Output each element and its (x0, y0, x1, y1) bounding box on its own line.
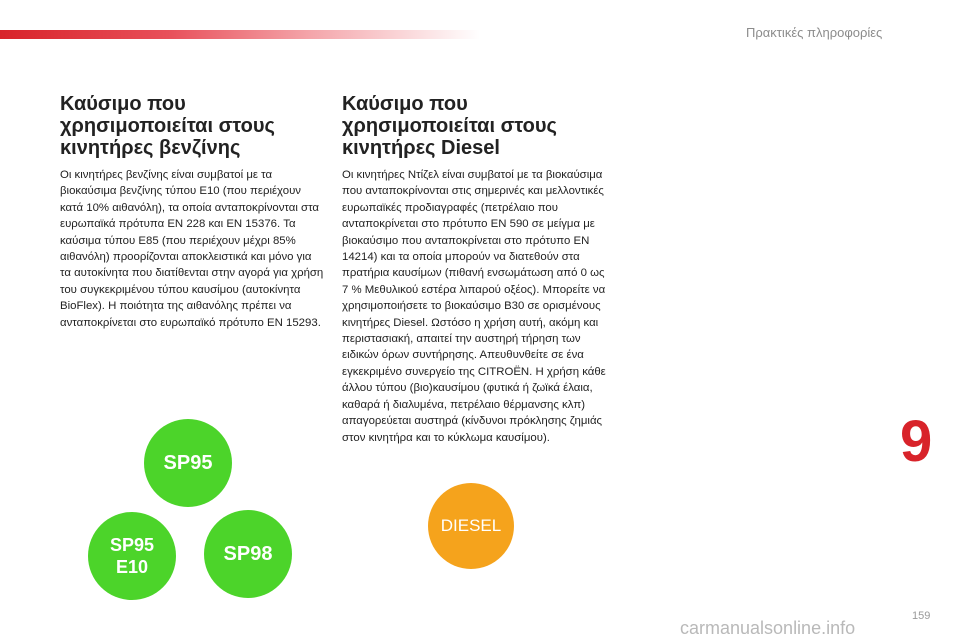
sp95-e10-text-line1: SP95 (109, 535, 155, 555)
page-number: 159 (912, 610, 931, 622)
diesel-column (342, 93, 612, 446)
sp95-e10-text-line2: E10 (115, 557, 149, 577)
header-accent-bar (0, 30, 480, 39)
sp98-fuel-label (204, 510, 292, 598)
chapter-number: 9 (900, 409, 933, 474)
sp98-text: SP98 (223, 542, 273, 565)
petrol-column (60, 93, 325, 331)
petrol-body: Οι κινητήρες βενζίνης είναι συμβατοί με τα βιοκαύσιμα βενζίνης τύπου E10 (που περιέχουν κατά 10% αιθανόλη), τα οποία ανταποκρίνονται στα ευρωπαϊκά πρότυπα EN 228 και EN 15376. Τα καύσιμα τύπου E85 (που περιέχουν μέχρι 85% αιθανόλη) προορίζονται αποκλειστικά και μόνο για τα αυτοκίνητα που διατίθενται στην αγορά για χρήση του συγκεκριμένου τύπου καυσίμου (αυτοκίνητα BioFlex). Η ποιότητα της αιθανόλης πρέπει να ανταποκρίνεται στο ευρωπαϊκό πρότυπο EN 15293. (60, 169, 324, 329)
sp95-e10-fuel-label (88, 512, 176, 600)
sp95-text: SP95 (163, 451, 213, 474)
petrol-heading: Καύσιμο που χρησιμοποιείται στους κινητήρες βενζίνης (60, 93, 275, 159)
diesel-fuel-label (428, 483, 514, 569)
section-title: Πρακτικές πληροφορίες (746, 25, 883, 40)
sp95-fuel-label (144, 419, 232, 507)
diesel-text: DIESEL (440, 516, 502, 535)
watermark: carmanualsonline.info (680, 618, 856, 638)
diesel-body: Οι κινητήρες Ντίζελ είναι συμβατοί με τα βιοκαύσιμα που ανταποκρίνονται στις σημερινές και μελλοντικές ευρωπαϊκές προδιαγραφές (πετρέλαιο που ανταποκρίνεται στο πρότυπο EN 590 σε μείγμα με βιοκαύσιμο που ανταποκρίνεται στο πρότυπο EN 14214) και τα οποία μπορούν να διατεθούν στα πρατήρια καυσίμων (πιθανή ενσωμάτωση από 0 ως 7 % Μεθυλικού εστέρα λιπαρού οξέος). Μπορείτε να χρησιμοποιήσετε το βιοκαύσιμο B30 σε ορισμένους κινητήρες Diesel. Ωστόσο η χρήση αυτή, ακόμη και περιστασιακή, απαιτεί την αυστηρή τήρηση των ειδικών όρων συντήρησης. Απευθυνθείτε σε ένα εγκεκριμένο συνεργείο της CITROËN. Η χρήση κάθε άλλου τύπου (βιο)καυσίμου (φυτικά ή ζωϊκά έλαια, καθαρά ή διαλυμένα, πετρέλαιο θέρμανσης κλπ) απαγορεύεται αυστηρά (κίνδυνοι πρόκλησης ζημιάς στον κινητήρα και το κύκλωμα καυσίμου). (342, 169, 606, 444)
diesel-heading: Καύσιμο που χρησιμοποιείται στους κινητήρες Diesel (342, 93, 557, 159)
